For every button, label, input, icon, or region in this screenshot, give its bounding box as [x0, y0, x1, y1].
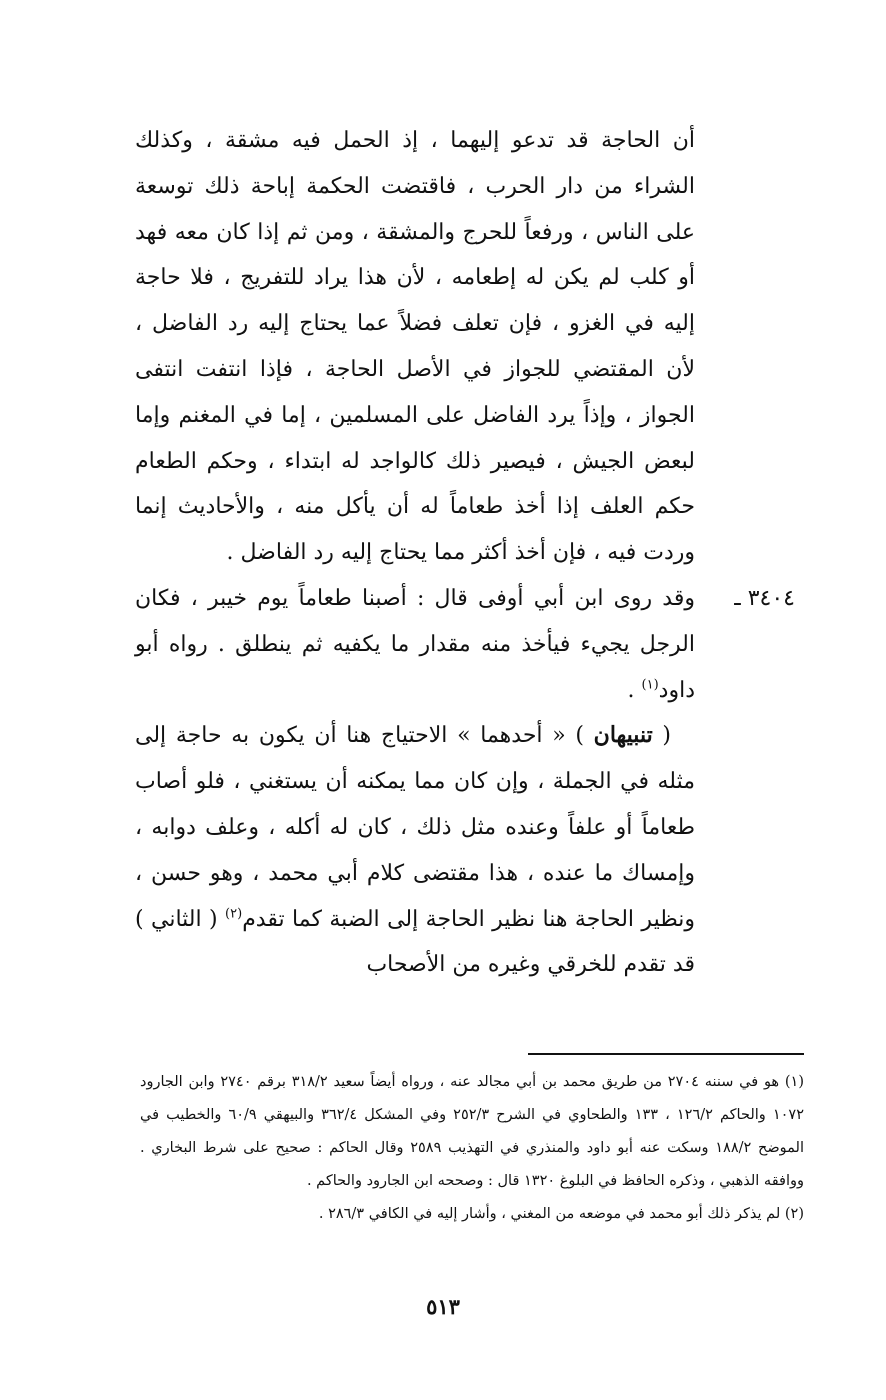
- footnote-divider: [528, 1053, 804, 1055]
- note-open: (: [652, 723, 671, 749]
- note-label: تنبيهان: [593, 722, 653, 749]
- footnote-1: (١) هو في سننه ٢٧٠٤ من طريق محمد بن أبي مجالد عنه ، ورواه أيضاً سعيد ٣١٨/٢ برقم ٢٧٤٠ وابن الجارود ١٠٧٢ والحاكم ١٢٦/٢ ، ١٣٣ والطحاوي في الشرح ٢٥٢/٣ وفي المشكل ٣٦٢/٤ والبيهقي ٦٠/٩ والخطيب في الموضح ١٨٨/٢ وسكت عنه أبو داود والمنذري في التهذيب ٢٥٨٩ وقال الحاكم : صحيح على شرط البخاري . ووافقه الذهبي ، وذكره الحافظ في البلوغ ١٣٢٠ قال : وصححه ابن الجارود والحاكم .: [140, 1074, 804, 1189]
- hadith-text: وقد روى ابن أبي أوفى قال : أصبنا طعاماً يوم خيبر ، فكان الرجل يجيء فيأخذ منه مقدار ما يكفيه ثم ينطلق . رواه أبو داود: [135, 585, 695, 703]
- hadith-end: .: [627, 677, 642, 703]
- main-text: [135, 118, 795, 988]
- page-number: ٥١٣: [426, 1294, 460, 1319]
- note-tail: ( الثاني ) قد تقدم للخرقي وغيره من الأصحاب: [135, 906, 695, 978]
- note-text: ) « أحدهما » الاحتياج هنا أن يكون به حاجة إلى مثله في الجملة ، وإن كان مما يمكنه أن يستغني ، فلو أصاب طعاماً أو علفاً وعنده مثل ذلك ، كان له أكله ، وعلف دوابه ، وإمساك ما عنده ، هذا مقتضى كلام أبي محمد ، وهو حسن ، ونظير الحاجة هنا نظير الحاجة إلى الضبة كما تقدم: [135, 723, 696, 932]
- footnote-ref-1: (١): [641, 677, 659, 693]
- hadith-number: ٣٤٠٤ ـ: [734, 585, 795, 611]
- footnote-2: (٢) لم يذكر ذلك أبو محمد في موضعه من المغني ، وأشار إليه في الكافي ٢٨٦/٣ .: [318, 1206, 804, 1222]
- paragraph-1: أن الحاجة قد تدعو إليهما ، إذ الحمل فيه مشقة ، وكذلك الشراء من دار الحرب ، فاقتضت الحكمة إباحة ذلك توسعة على الناس ، ورفعاً للحرج والمشقة ، ومن ثم إذا كان معه فهد أو كلب لم يكن له إطعامه ، لأن هذا يراد للتفريج ، فلا حاجة إليه في الغزو ، فإن تعلف فضلاً عما يحتاج إليه رد الفاضل ، لأن المقتضي للجواز في الأصل الحاجة ، فإذا انتفت انتفى الجواز ، وإذاً يرد الفاضل على المسلمين ، إما في المغنم وإما لبعض الجيش ، فيصير ذلك كالواجد له ابتداء ، وحكم الطعام حكم العلف إذا أخذ طعاماً له أن يأكل منه ، والأحاديث إنما وردت فيه ، فإن أخذ أكثر مما يحتاج إليه رد الفاضل .: [135, 128, 695, 566]
- hadith-paragraph: [135, 576, 795, 713]
- note-paragraph: [135, 713, 695, 988]
- footnote-ref-2: (٢): [225, 906, 243, 922]
- footnotes: [140, 1066, 804, 1231]
